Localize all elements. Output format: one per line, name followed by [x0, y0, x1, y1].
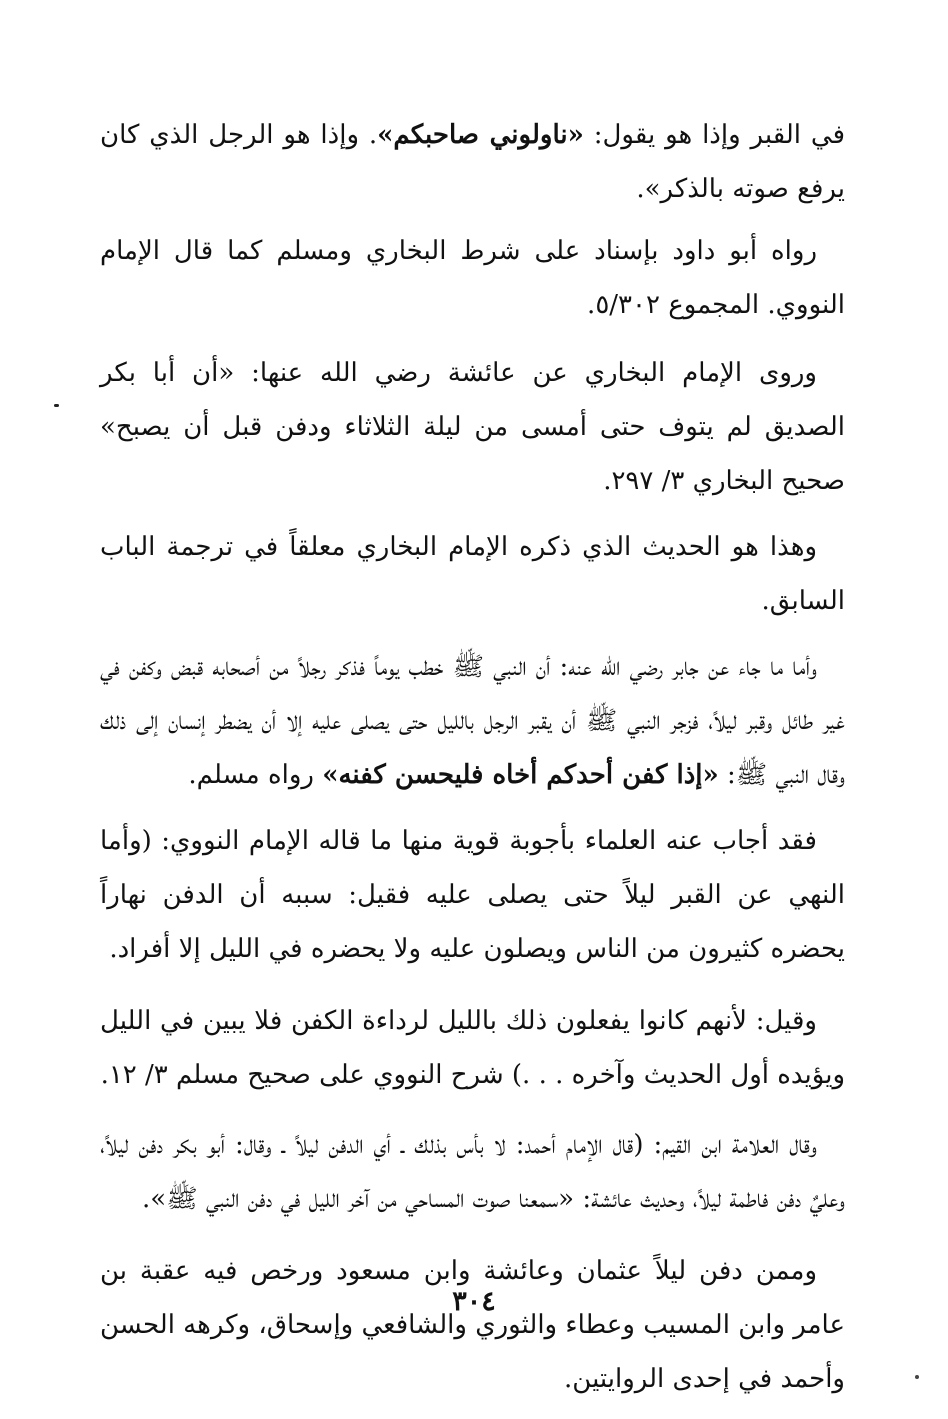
scan-speck	[915, 1375, 919, 1379]
paragraph-1-text-a: في القبر وإذا هو يقول:	[583, 120, 845, 150]
paragraph-4: وهذا هو الحديث الذي ذكره الإمام البخاري معلقاً في ترجمة الباب السابق.	[100, 532, 845, 616]
scan-speck	[54, 404, 59, 407]
page-number: ٣٠٤	[452, 1286, 496, 1317]
paragraph-5	[100, 640, 845, 802]
paragraph-9: وممن دفن ليلاً عثمان وعائشة وابن مسعود ورخص فيه عقبة بن عامر وابن المسيب وعطاء والثوري والشافعي وإسحاق، وكرهه الحسن وأحمد في إحدى الروايتين.	[100, 1256, 845, 1394]
paragraph-8: وقال العلامة ابن القيم: (قال الإمام أحمد: لا بأس بذلك ـ أي الدفن ليلاً ـ وقال: أبو بكر دفن ليلاً، وعليٌ دفن فاطمة ليلاً، وحديث عائشة: «سمعنا صوت المساحي من آخر الليل في دفن النبي ﷺ».	[100, 1130, 845, 1214]
paragraph-2: رواه أبو داود بإسناد على شرط البخاري ومسلم كما قال الإمام النووي. المجموع ٥/٣٠٢.	[100, 236, 845, 320]
paragraph-5-text-a: وأما ما جاء عن جابر رضي الله عنه: أن النبي ﷺ خطب يوماً فذكر رجلاً من أصحابه قبض وكفن في غير طائل وقبر ليلاً، فزجر النبي ﷺ أن يقبر الرجل بالليل حتى يصلى عليه إلا أن يضطر إنسان إلى ذلك وقال النبي ﷺ:	[100, 652, 845, 790]
paragraph-1-text-c: . وإذا هو الرجل الذي كان يرفع صوته بالذكر».	[100, 120, 845, 204]
paragraph-5-text-c: رواه مسلم.	[188, 760, 323, 790]
body-text	[100, 108, 845, 1419]
paragraph-6: فقد أجاب عنه العلماء بأجوبة قوية منها ما قاله الإمام النووي: (وأما النهي عن القبر ليلاً حتى يصلى عليه فقيل: سببه أن الدفن نهاراً يحضره كثيرون من الناس ويصلون عليه ولا يحضره في الليل إلا أفراد.	[100, 826, 845, 964]
hadith-quote-2: «إذا كفن أحدكم أخاه فليحسن كفنه»	[322, 760, 719, 790]
paragraph-7: وقيل: لأنهم كانوا يفعلون ذلك بالليل لرداءة الكفن فلا يبين في الليل ويؤيده أول الحديث وآخره . . .) شرح النووي على صحيح مسلم ٣/ ١٢.	[100, 1006, 845, 1090]
paragraph-1	[100, 108, 845, 216]
paragraph-3: وروى الإمام البخاري عن عائشة رضي الله عنها: «أن أبا بكر الصديق لم يتوف حتى أمسى من ليلة الثلاثاء ودفن قبل أن يصبح» صحيح البخاري ٣/ ٢٩٧.	[100, 358, 845, 496]
hadith-quote-1: «ناولوني صاحبكم»	[377, 120, 584, 150]
